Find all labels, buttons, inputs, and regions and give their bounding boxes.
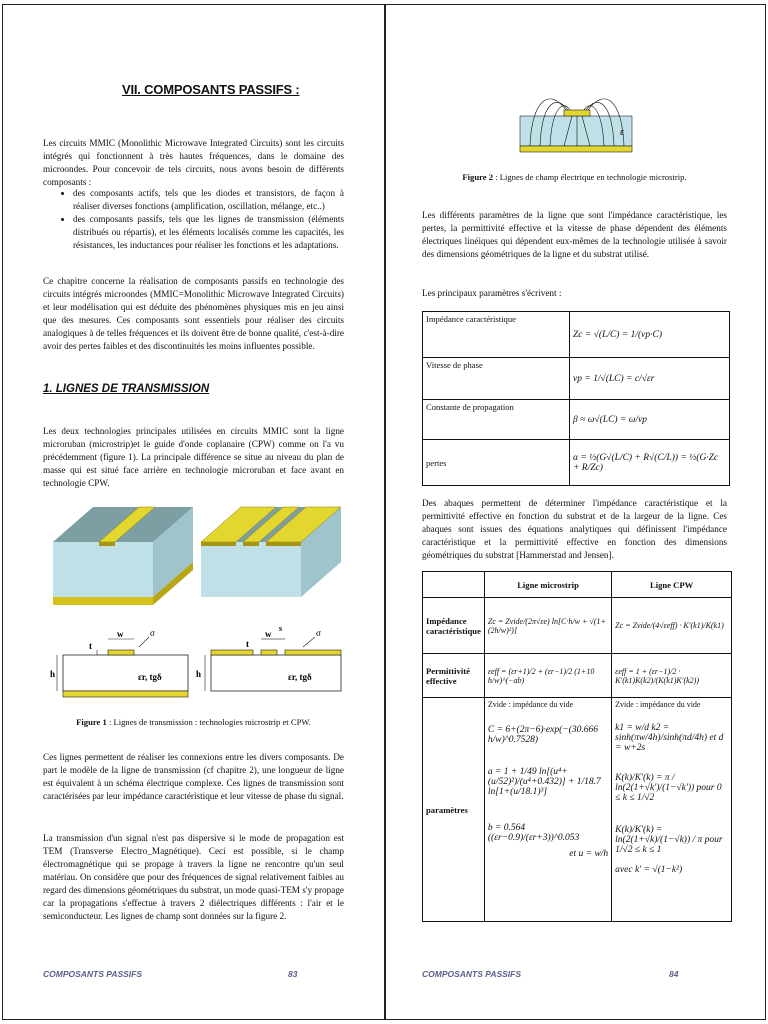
label-w-microstrip: w	[117, 629, 124, 639]
param-name: Vitesse de phase	[423, 358, 570, 400]
figure-2-epsilon: ε	[620, 127, 625, 138]
cpw-param-line: K(k)/K'(k) = ln(2(1+√k)/(1−√k)) / π pour 1/√2 ≤ k ≤ 1	[615, 825, 723, 855]
section-title: 1. LIGNES DE TRANSMISSION	[43, 383, 210, 395]
label-s-cpw: s	[279, 624, 283, 633]
microstrip-3d	[53, 507, 193, 605]
label-w-cpw: w	[265, 629, 272, 639]
figure-2-caption-text: : Lignes de champ électrique en technologie microstrip.	[493, 172, 687, 182]
right-page	[385, 4, 766, 1020]
component-list	[43, 187, 344, 252]
chapter-paragraph: Ce chapitre concerne la réalisation de composants passifs en technologie des circuits intégrés microondes (MMIC=Monolithic Microwave Integrated Circuits) et leur modélisation qui est déduite des phénomènes physiques mis en jeu ainsi que des mesures. Ces composants sont essentiels pour réaliser des circuits analogiques à de telles fréquences et ils doivent être de bonne qualité, c'est-à-dire avoir des pertes faibles et des discontinuités les moins influentes possible.	[43, 276, 344, 351]
param-name: Impédance caractéristique	[423, 312, 570, 358]
param-name: Constante de propagation	[423, 400, 570, 440]
header-cpw: Ligne CPW	[612, 572, 732, 598]
cpw-3d	[201, 507, 341, 597]
technologies-paragraph: Les deux technologies principales utilisées en circuits MMIC sont la ligne microruban (microstrip)et le guide d'onde coplanaire (CPW) comme on l'a vu précédemment (figure 1). La principale différence se situe au niveau du plan de masse qui est situé face arrière en technologie microruban et face avant en technologie CPW.	[43, 426, 344, 488]
label-t-microstrip: t	[89, 641, 92, 651]
cpw-param-line: avec k' = √(1−k²)	[615, 865, 683, 875]
label-t-cpw: t	[246, 639, 249, 649]
header-empty	[423, 572, 485, 598]
cpw-section	[196, 624, 341, 691]
label-h-microstrip: h	[50, 669, 56, 679]
table-row-permittivity	[423, 654, 732, 698]
lines-paragraph: Ces lignes permettent de réaliser les connexions entre les divers composants. De part le modèle de la ligne de transmission (cf chapitre 2), une longueur de ligne est équivalent à un schéma électrique complexe. Ces lignes de transmission sont caractérisées par leur impédance caractéristique et leur vitesse de phase du signal.	[43, 752, 344, 801]
row-label-parameters: paramètres	[423, 698, 485, 922]
micro-param-line: a = 1 + 1/49 ln[(u⁴+(u/52)²)/(u⁴+0.432)] + 1/18.7 ln[1+(u/18.1)³]	[487, 767, 601, 797]
micro-param-line: Zvide : impédance du vide	[487, 700, 574, 709]
label-h-cpw: h	[196, 669, 202, 679]
micro-param-line: C = 6+(2π−6)·exp(−(30.666 h/w)^0.7528)	[487, 725, 598, 745]
main-parameters-intro: Les principaux paramètres s'écrivent :	[422, 288, 562, 298]
micro-param-line: b = 0.564 ((εr−0.9)/(εr+3))^0.053	[487, 823, 580, 843]
row-label-impedance: Impédance caractéristique	[423, 598, 485, 654]
param-formula: α = ½(G√(L/C) + R√(C/L)) = ½(G·Zc + R/Zc)	[570, 440, 730, 486]
formulas-table	[422, 571, 732, 922]
table-row	[423, 400, 730, 440]
param-formula: vp = 1/√(LC) = c/√εr	[570, 358, 730, 400]
parameters-paragraph: Les différents paramètres de la ligne que sont l'impédance caractéristique, les pertes, la permittivité effective et la vitesse de phase dépendent des éléments électriques linéiques qui dépendent eux-mêmes de la technologie utilisée à savoir des dimensions géométriques de la ligne et du substrat utilisé.	[422, 210, 727, 259]
figure-1-label: Figure 1	[76, 717, 107, 727]
right-page-number: 84	[669, 969, 679, 979]
microstrip-impedance: Zc = Zvide/(2π√εe) ln[C·h/w + √(1+(2h/w)²)]	[484, 598, 611, 654]
tem-paragraph: La transmission d'un signal n'est pas dispersive si le mode de propagation est TEM (Transverse Electro_Magnétique). Ceci est possible, si le champ électromagnétique qui se propage à travers la ligne ne rencontre qu'un seul matériau. On considère que pour des fréquences de signal relativement faibles au regard des dimensions géométriques du substrat, un mode quasi-TEM s'y propage car la propagations s'effectue à travers 2 diélectriques différents : l'air et le semiconducteur. Les lignes de champ sont données sur la figure 2.	[43, 833, 344, 921]
table-row	[423, 358, 730, 400]
cpw-param-line: k1 = w/d k2 = sinh(πw/4h)/sinh(πd/4h) et d = w+2s	[615, 723, 724, 753]
list-item-actifs: • des composants actifs, tels que les diodes et transistors, de façon à réaliser diverses fonctions (amplification, oscillation, mélange, etc..)	[73, 187, 344, 213]
table-row-parameters	[423, 698, 732, 922]
param-formula: Zc = √(L/C) = 1/(vp·C)	[570, 312, 730, 358]
list-item-passifs: • des composants passifs, tels que les lignes de transmission (éléments distribués ou répartis), et les éléments localisés comme les capacités, les résistances, les inductances pour réaliser les fonctions et les adaptations.	[73, 213, 344, 252]
table-row-impedance	[423, 598, 732, 654]
microstrip-parameters	[484, 698, 611, 922]
chapter-title: VII. COMPOSANTS PASSIFS :	[122, 82, 300, 97]
table-header-row	[423, 572, 732, 598]
left-page-number: 83	[288, 969, 298, 979]
table-row	[423, 440, 730, 486]
table-row	[423, 312, 730, 358]
cpw-param-line: Zvide : impédance du vide	[615, 700, 701, 709]
figure-1-cross-sections	[50, 624, 353, 707]
cpw-param-line: K(k)/K'(k) = π / ln(2(1+√k')/(1−√k')) pour 0 ≤ k ≤ 1/√2	[615, 773, 722, 803]
header-microstrip: Ligne microstrip	[484, 572, 611, 598]
microstrip-section	[50, 628, 188, 697]
parameters-table	[422, 311, 730, 486]
figure-2-field-lines	[520, 88, 632, 156]
label-sigma-microstrip: σ	[150, 628, 155, 638]
figure-1-perspective	[53, 502, 353, 617]
figure-1-caption-text: : Lignes de transmission : technologies microstrip et CPW.	[106, 717, 311, 727]
right-footer-title: COMPOSANTS PASSIFS	[422, 969, 522, 979]
cpw-permittivity: εeff = 1 + (εr−1)/2 · K'(k1)K(k2)/(K(k1)K'(k2))	[612, 654, 732, 698]
label-eps-cpw: εr, tgδ	[288, 672, 312, 682]
figure-1-caption	[43, 717, 344, 727]
microstrip-permittivity: εeff = (εr+1)/2 + (εr−1)/2 (1+10 h/w)^(−ab)	[484, 654, 611, 698]
cpw-impedance: Zc = Zvide/(4√εeff) · K'(k1)/K(k1)	[612, 598, 732, 654]
cpw-parameters	[612, 698, 732, 922]
param-formula: β ≈ ω√(LC) = ω/vp	[570, 400, 730, 440]
abaques-paragraph: Des abaques permettent de déterminer l'impédance caractéristique et la permittivité effective en fonction du substrat et de la largeur de la ligne. Ces abaques sont issues des équations analytiques qui définissent l'impédance caractéristique et la permittivité effective en fonction des dimensions géométriques du substrat [Hammerstad and Jensen].	[422, 498, 727, 560]
figure-2-label: Figure 2	[462, 172, 494, 182]
intro-paragraph: Les circuits MMIC (Monolithic Microwave Integrated Circuits) sont les circuits intégrés qui fonctionnent à très hautes fréquences, dans le domaine des microondes. Pour concevoir de tels circuits, nous avons besoin de différents composants :	[43, 138, 344, 187]
label-sigma-cpw: σ	[316, 628, 321, 638]
figure-2-caption	[422, 172, 727, 182]
micro-param-line: et u = w/h	[569, 849, 609, 859]
label-eps-microstrip: εr, tgδ	[138, 672, 162, 682]
param-name: pertes	[423, 440, 570, 486]
left-page	[2, 4, 385, 1020]
left-footer-title: COMPOSANTS PASSIFS	[43, 969, 143, 979]
row-label-permittivity: Permittivité effective	[423, 654, 485, 698]
